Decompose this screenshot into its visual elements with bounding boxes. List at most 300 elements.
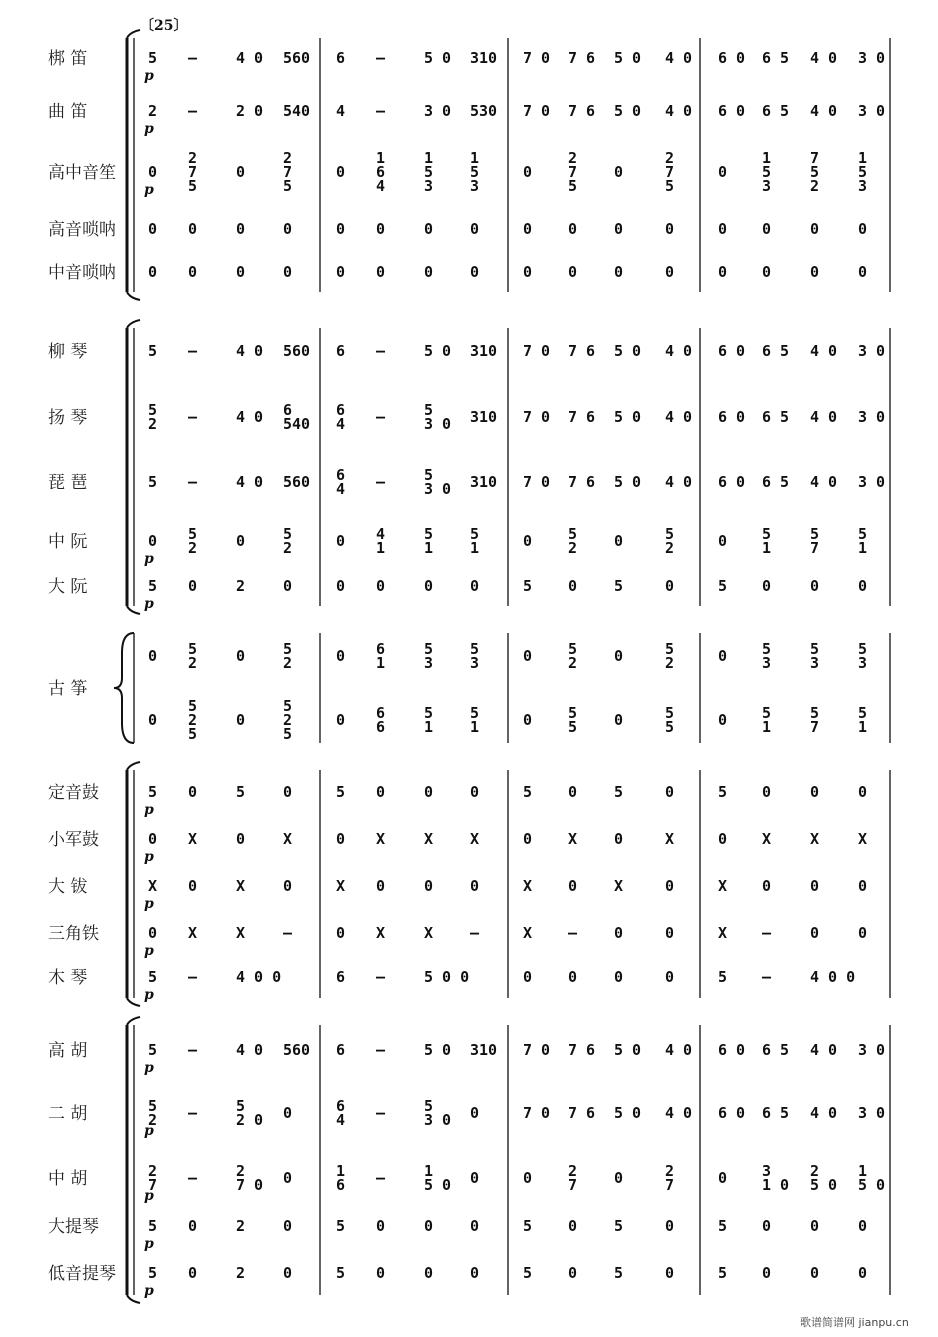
note: 3 0 (858, 49, 886, 67)
note: 6 5 (762, 1041, 790, 1059)
note: 310 (470, 408, 498, 426)
note: 2 (568, 654, 578, 672)
note: 5 (470, 163, 480, 181)
instrument-name: 柳 琴 (48, 342, 88, 362)
note: 0 (336, 263, 346, 281)
note: 4 0 (810, 1104, 838, 1122)
note: 0 (376, 877, 386, 895)
note: 2 (283, 711, 293, 729)
note: 5 (283, 525, 293, 543)
note: 0 (762, 1217, 772, 1235)
note: 0 (810, 263, 820, 281)
note: 6 0 (718, 342, 746, 360)
note: 2 0 (236, 1111, 264, 1129)
note: 0 (762, 220, 772, 238)
instrument-name: 高音唢呐 (48, 220, 116, 240)
note: 2 (188, 654, 198, 672)
note: 5 (762, 704, 772, 722)
note: 3 0 (858, 102, 886, 120)
note: 0 (568, 577, 578, 595)
note: 0 (718, 647, 728, 665)
note: 0 (614, 263, 624, 281)
note: 0 (665, 577, 675, 595)
note: 5 (568, 718, 578, 736)
note: 7 6 (568, 49, 596, 67)
note: 0 (523, 220, 533, 238)
note: 5 0 0 (424, 968, 470, 986)
note: 0 (236, 220, 246, 238)
note: 1 (858, 149, 868, 167)
note: 2 (148, 1162, 158, 1180)
note: 2 (665, 539, 675, 557)
note: 0 (424, 1217, 434, 1235)
note: 6 5 (762, 49, 790, 67)
note: 0 (283, 1104, 293, 1122)
note: 4 0 (810, 473, 838, 491)
note: 0 (718, 1169, 728, 1187)
note: 5 (523, 577, 533, 595)
note: – (188, 49, 198, 67)
note: – (376, 408, 386, 426)
note: 5 (188, 725, 198, 743)
note: 6 (336, 1041, 346, 1059)
note: 7 6 (568, 473, 596, 491)
note: X (424, 830, 434, 848)
note: 310 (470, 49, 498, 67)
note: 0 (283, 577, 293, 595)
note: 0 (665, 220, 675, 238)
note: 4 0 (236, 342, 264, 360)
note: 0 (376, 263, 386, 281)
note: X (614, 877, 624, 895)
note: 6 (376, 718, 386, 736)
note: X (470, 830, 480, 848)
note: 3 (858, 177, 868, 195)
note: 0 (665, 263, 675, 281)
note: 540 (283, 415, 311, 433)
note: 0 (665, 968, 675, 986)
note: 6 (336, 968, 346, 986)
instrument-name: 琵 琶 (48, 473, 88, 493)
note: 4 0 (236, 1041, 264, 1059)
note: 5 (523, 1264, 533, 1282)
note: 2 (568, 1162, 578, 1180)
note: 6 (336, 1176, 346, 1194)
instrument-name: 扬 琴 (48, 408, 88, 428)
note: 7 (810, 149, 820, 167)
note: 6 5 (762, 473, 790, 491)
note: – (188, 102, 198, 120)
note: 4 0 (665, 49, 693, 67)
note: 5 (523, 783, 533, 801)
note: 5 (665, 525, 675, 543)
note: 0 (810, 220, 820, 238)
note: 0 (470, 220, 480, 238)
note: 5 (762, 163, 772, 181)
note: 0 (614, 924, 624, 942)
note: 2 (568, 149, 578, 167)
note: X (762, 830, 772, 848)
note: 0 (470, 1217, 480, 1235)
note: 5 (718, 1264, 728, 1282)
note: 3 (762, 654, 772, 672)
note: 2 0 (236, 102, 264, 120)
note: X (188, 924, 198, 942)
note: 0 (614, 711, 624, 729)
note: 0 (614, 220, 624, 238)
note: 4 0 (810, 408, 838, 426)
note: 1 (376, 539, 386, 557)
note: 0 (858, 877, 868, 895)
note: 0 (376, 1217, 386, 1235)
note: X (236, 877, 246, 895)
note: 3 0 (858, 473, 886, 491)
note: 0 (568, 220, 578, 238)
note: 0 (718, 711, 728, 729)
note: X (718, 924, 728, 942)
note: 2 (188, 711, 198, 729)
dynamic-marking: p (144, 1123, 154, 1139)
note: 0 (283, 1169, 293, 1187)
dynamic-marking: p (144, 551, 154, 567)
note: 0 (376, 220, 386, 238)
dynamic-marking: p (144, 1188, 154, 1204)
note: 3 0 (424, 415, 452, 433)
note: 6 (336, 466, 346, 484)
note: 2 (188, 539, 198, 557)
note: 0 (470, 577, 480, 595)
note: 0 (858, 577, 868, 595)
bracket-hook-bottom (127, 606, 140, 614)
note: 0 (810, 877, 820, 895)
note: 5 (283, 697, 293, 715)
note: 1 (376, 149, 386, 167)
note: 2 (236, 1264, 246, 1282)
note: 560 (283, 342, 311, 360)
note: 560 (283, 49, 311, 67)
note: 5 0 (424, 1176, 452, 1194)
note: 5 (614, 1264, 624, 1282)
note: 0 (568, 1264, 578, 1282)
note: 5 (568, 704, 578, 722)
note: 5 (665, 640, 675, 658)
note: 6 (336, 1097, 346, 1115)
note: 0 (283, 263, 293, 281)
note: – (188, 1169, 198, 1187)
note: X (336, 877, 346, 895)
note: 0 (810, 1217, 820, 1235)
note: 0 (148, 830, 158, 848)
note: 0 (148, 263, 158, 281)
note: 5 0 (614, 1041, 642, 1059)
note: 5 (810, 163, 820, 181)
note: – (376, 342, 386, 360)
dynamic-marking: p (144, 1283, 154, 1299)
note: 540 (283, 102, 311, 120)
instrument-name: 大提琴 (48, 1217, 99, 1237)
instrument-name: 二 胡 (48, 1104, 88, 1124)
note: 5 (424, 1097, 434, 1115)
note: 2 (236, 1162, 246, 1180)
note: 0 (236, 647, 246, 665)
note: 0 (614, 647, 624, 665)
note: X (718, 877, 728, 895)
note: 5 (148, 49, 158, 67)
note: 1 (376, 654, 386, 672)
note: – (762, 968, 772, 986)
note: 6 5 (762, 102, 790, 120)
bracket-hook-bottom (127, 1295, 140, 1303)
note: – (376, 1104, 386, 1122)
dynamic-marking: p (144, 596, 154, 612)
instrument-name: 定音鼓 (48, 783, 99, 803)
dynamic-marking: p (144, 1236, 154, 1252)
instrument-name: 梆 笛 (48, 49, 88, 69)
note: 0 (336, 220, 346, 238)
note: 4 0 (665, 1104, 693, 1122)
note: X (523, 877, 533, 895)
note: 5 (665, 718, 675, 736)
note: X (523, 924, 533, 942)
note: 5 (236, 1097, 246, 1115)
note: 5 (762, 640, 772, 658)
note: 5 (148, 1217, 158, 1235)
note: 0 (568, 783, 578, 801)
note: 1 (470, 149, 480, 167)
note: 5 (236, 783, 246, 801)
note: 5 (718, 783, 728, 801)
site-watermark: 歌谱简谱网 jianpu.cn (800, 1316, 909, 1329)
note: 0 (470, 877, 480, 895)
instrument-name: 高中音笙 (48, 163, 116, 183)
note: 4 (336, 1111, 346, 1129)
note: 0 (470, 783, 480, 801)
note: 0 (336, 577, 346, 595)
note: 0 (424, 783, 434, 801)
note: 7 (568, 163, 578, 181)
note: 1 (424, 718, 434, 736)
note: 5 (283, 640, 293, 658)
note: 3 (470, 654, 480, 672)
note: 530 (470, 102, 498, 120)
note: 3 (762, 177, 772, 195)
note: 1 (424, 539, 434, 557)
note: 5 (470, 525, 480, 543)
note: 2 (236, 577, 246, 595)
note: 1 (762, 718, 772, 736)
note: 7 (283, 163, 293, 181)
note: 0 (568, 263, 578, 281)
note: – (188, 1041, 198, 1059)
note: – (188, 1104, 198, 1122)
note: 0 (614, 163, 624, 181)
note: 0 (424, 263, 434, 281)
note: 6 (283, 401, 293, 419)
note: 5 (665, 177, 675, 195)
instrument-name: 中 胡 (48, 1169, 88, 1189)
note: 0 (188, 1264, 198, 1282)
note: 2 (148, 1111, 158, 1129)
note: 4 0 (236, 473, 264, 491)
note: 0 (858, 263, 868, 281)
note: 0 (523, 163, 533, 181)
note: 1 (858, 718, 868, 736)
note: 0 (614, 830, 624, 848)
note: 310 (470, 473, 498, 491)
note: 3 (858, 654, 868, 672)
note: 5 0 (858, 1176, 886, 1194)
note: 4 0 (665, 408, 693, 426)
note: X (858, 830, 868, 848)
note: 0 (523, 532, 533, 550)
note: 4 0 (810, 342, 838, 360)
note: 6 0 (718, 49, 746, 67)
note: 7 6 (568, 1041, 596, 1059)
note: 0 (424, 220, 434, 238)
note: 0 (614, 968, 624, 986)
note: 0 (523, 263, 533, 281)
instrument-name: 中 阮 (48, 532, 88, 552)
note: 0 (810, 924, 820, 942)
note: 5 (665, 704, 675, 722)
note: 5 (858, 704, 868, 722)
note: 1 (424, 149, 434, 167)
note: 4 (376, 525, 386, 543)
note: 0 (188, 220, 198, 238)
note: 7 (810, 718, 820, 736)
note: 0 (336, 711, 346, 729)
note: 1 (762, 149, 772, 167)
note: 5 (424, 640, 434, 658)
note: 5 (810, 640, 820, 658)
note: 0 (336, 163, 346, 181)
note: 5 0 (614, 102, 642, 120)
note: 0 (336, 532, 346, 550)
note: 0 (523, 647, 533, 665)
note: 0 (523, 830, 533, 848)
note: 4 (336, 480, 346, 498)
note: 310 (470, 1041, 498, 1059)
note: 0 (148, 711, 158, 729)
note: 0 (336, 647, 346, 665)
note: 7 0 (523, 49, 551, 67)
note: 5 (718, 968, 728, 986)
bracket-hook-top (127, 320, 140, 328)
instrument-name: 中音唢呐 (48, 263, 116, 283)
note: 5 0 (614, 49, 642, 67)
note: X (568, 830, 578, 848)
dynamic-marking: p (144, 987, 154, 1003)
dynamic-marking: p (144, 1060, 154, 1076)
note: 6 0 (718, 408, 746, 426)
dynamic-marking: p (144, 182, 154, 198)
instrument-name: 高 胡 (48, 1041, 88, 1061)
note: 7 0 (523, 1104, 551, 1122)
note: – (283, 924, 293, 942)
note: 5 (470, 704, 480, 722)
note: 0 (858, 1217, 868, 1235)
note: 0 (148, 532, 158, 550)
bracket-hook-top (127, 762, 140, 770)
bracket-hook-bottom (127, 998, 140, 1006)
note: 0 (762, 877, 772, 895)
note: 5 (148, 783, 158, 801)
note: 2 (148, 102, 158, 120)
note: 2 (568, 539, 578, 557)
note: 5 (718, 577, 728, 595)
note: 0 (470, 263, 480, 281)
note: 3 0 (858, 1104, 886, 1122)
note: 7 (665, 163, 675, 181)
note: 2 (665, 654, 675, 672)
note: 6 (376, 640, 386, 658)
note: 5 (858, 163, 868, 181)
note: 4 0 (665, 102, 693, 120)
note: 7 6 (568, 1104, 596, 1122)
note: 5 (858, 640, 868, 658)
instrument-name: 小军鼓 (48, 830, 99, 850)
note: 2 (283, 654, 293, 672)
instrument-name: 古 筝 (48, 679, 88, 699)
note: 5 0 (424, 1041, 452, 1059)
dynamic-marking: p (144, 896, 154, 912)
note: 5 (148, 1097, 158, 1115)
note: 4 0 (236, 408, 264, 426)
note: 0 (568, 968, 578, 986)
note: 3 0 (424, 102, 452, 120)
note: 7 (810, 539, 820, 557)
note: 0 (762, 577, 772, 595)
instrument-name: 曲 笛 (48, 102, 88, 122)
note: 5 (568, 640, 578, 658)
note: 5 (336, 1217, 346, 1235)
note: 5 0 (424, 342, 452, 360)
note: 5 (810, 525, 820, 543)
note: 4 0 (236, 49, 264, 67)
note: 0 (762, 1264, 772, 1282)
note: 4 (336, 102, 346, 120)
note: 0 (665, 783, 675, 801)
note: 4 0 (810, 49, 838, 67)
note: 5 0 (614, 408, 642, 426)
note: 3 0 (424, 480, 452, 498)
note: 0 (424, 577, 434, 595)
note: 7 (148, 1176, 158, 1194)
note: 1 (424, 1162, 434, 1180)
note: 5 (424, 704, 434, 722)
note: – (762, 924, 772, 942)
note: 5 (568, 177, 578, 195)
note: 1 (858, 1162, 868, 1180)
note: 560 (283, 473, 311, 491)
note: 0 (283, 220, 293, 238)
note: 2 (665, 1162, 675, 1180)
note: 0 (523, 711, 533, 729)
note: 0 (236, 711, 246, 729)
note: 7 0 (523, 342, 551, 360)
note: 5 (188, 640, 198, 658)
note: 0 (718, 830, 728, 848)
note: 5 0 (614, 342, 642, 360)
note: 5 (336, 783, 346, 801)
note: – (376, 968, 386, 986)
note: 3 (470, 177, 480, 195)
note: 0 (188, 263, 198, 281)
note: 6 0 (718, 1041, 746, 1059)
note: 3 (424, 654, 434, 672)
note: X (665, 830, 675, 848)
note: – (470, 924, 480, 942)
